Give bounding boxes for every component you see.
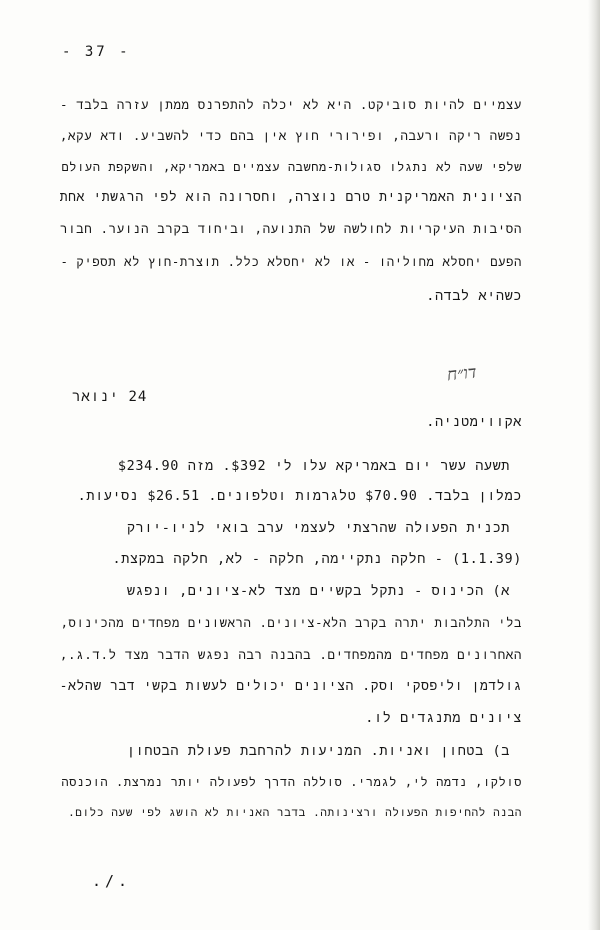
text-line: (1.1.39) - חלקה נתקיימה, חלקה - לא, חלקה במקצת. [112, 551, 522, 567]
text-line: הציונית האמריקנית טרם נוצרה, וחסרונה הוא לפי הרגשתי אחת [59, 190, 522, 205]
text-line: עצמיים להיות סוביקט. היא לא יכלה להתפרנס ממתן עזרה בלבד - [59, 97, 522, 112]
text-line: הסיבות העיקריות לחולשה של התנועה, וביחוד בקרב הנוער. חבור [59, 221, 522, 236]
text-line: האחרונים מפחדים מהמפחדים. בהבנה רבה נפגש הדבר מצד ל.ד.ג., [59, 647, 522, 662]
entry-date: 24 ינואר [72, 389, 148, 405]
text-line: ציונים מתנגדים לו. [365, 710, 522, 726]
text-line: הבנה להחיפות הפעולה ורצינותה. בדבר האניות לא הושג לפי שעה כלום. [68, 806, 522, 819]
section-heading: אקווימטניה. [426, 414, 522, 430]
handwritten-note: דו״ח [446, 362, 478, 386]
text-line: סולקו, נדמה לי, לגמרי. סוללה הדרך לפעולה יותר נמרצת. הוכנסה [61, 775, 522, 789]
page-number: - 37 - [62, 44, 131, 60]
continuation-mark: ./. [92, 872, 132, 890]
text-line: הפעם יחסלא מחוליהו - או לא יחסלא כלל. תוצרת-חוץ לא תספיק - [60, 255, 522, 269]
text-line: גולדמן וליפסקי וסק. הציונים יכולים לעשות בקשי דבר שהלא- [59, 679, 522, 694]
text-line: א) הכינוס - נתקל בקשיים מצד לא-ציונים, ונפגש [126, 583, 510, 599]
text-line: כשהיא לבדה. [426, 288, 522, 304]
text-line: נפשה ריקה ורעבה, ופירורי חוץ אין בהם כדי להשביע. ודא עקא, [59, 128, 522, 143]
page-edge-shadow [588, 0, 600, 930]
text-line: כמלון בלבד. $70.90 טלגרמות וטלפונים. $26.51 נסיעות. [77, 488, 522, 504]
text-line: תכנית הפעולה שהרצתי לעצמי ערב בואי לניו-יורק [126, 520, 510, 536]
text-line: תשעה עשר יום באמריקא עלו לי $392. מזה $234.90 [117, 458, 510, 474]
text-line: ב) בטחון ואניות. המניעות להרחבת פעולת הבטחון [126, 743, 510, 759]
text-line: שלפי שעה לא נתגלו סגולות-מחשבה עצמיים באמריקא, והשקפת העולם [61, 160, 522, 174]
text-line: בלי התלהבות יתרה בקרב הלא-ציונים. הראשונים מפחדים מהכינוס, [60, 616, 522, 630]
